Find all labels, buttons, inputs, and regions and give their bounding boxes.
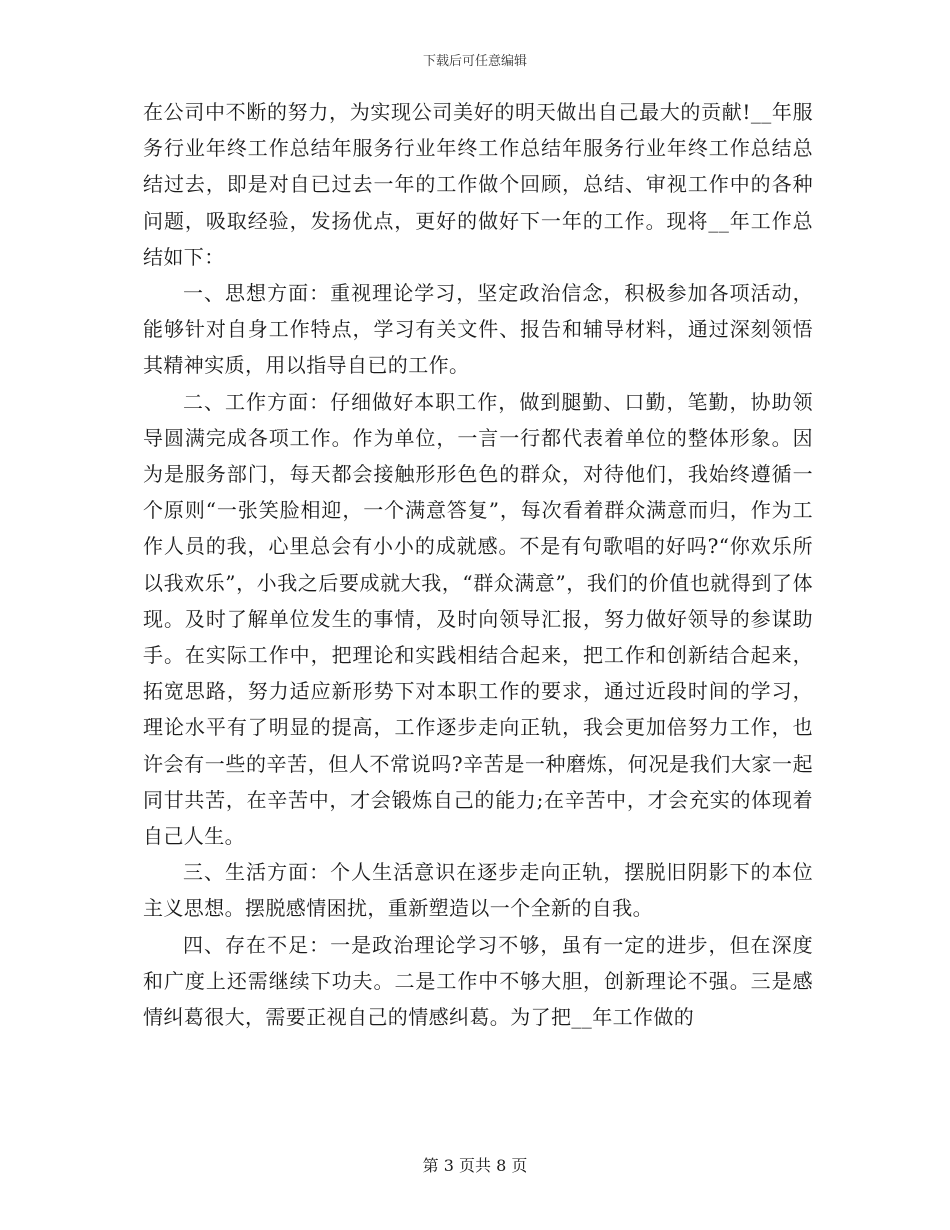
paragraph-work: 二、工作方面：仔细做好本职工作，做到腿勤、口勤，笔勤，协助领导圆满完成各项工作。作为单位，一言一行都代表着单位的整体形象。因为是服务部门，每天都会接触形形色色的群众，对待他们，我始终遵循一个原则“一张笑脸相迎，一个满意答复”，每次看着群众满意而归，作为工作人员的我，心里总会有小小的成就感。不是有句歌唱的好吗?“你欢乐所以我欢乐”，小我之后要成就大我，“群众满意”，我们的价值也就得到了体现。及时了解单位发生的事情，及时向领导汇报，努力做好领导的参谋助手。在实际工作中，把理论和实践相结合起来，把工作和创新结合起来，拓宽思路，努力适应新形势下对本职工作的要求，通过近段时间的学习，理论水平有了明显的提高，工作逐步走向正轨，我会更加倍努力工作，也许会有一些的辛苦，但人不常说吗?辛苦是一种磨炼，何况是我们大家一起同甘共苦，在辛苦中，才会锻炼自己的能力;在辛苦中，才会充实的体现着自己人生。	[143, 389, 813, 849]
document-body	[143, 94, 813, 1035]
page-number: 第 3 页共 8 页	[422, 1156, 528, 1175]
page-header: 下载后可任意编辑	[422, 54, 527, 69]
paragraph-thought: 一、思想方面：重视理论学习，坚定政治信念，积极参加各项活动，能够针对自身工作特点，学习有关文件、报告和辅导材料，通过深刻领悟其精神实质，用以指导自已的工作。	[143, 281, 813, 378]
paragraph-intro: 在公司中不断的努力，为实现公司美好的明天做出自己最大的贡献!__年服务行业年终工作总结年服务行业年终工作总结年服务行业年终工作总结总结过去，即是对自已过去一年的工作做个回顾，总结、审视工作中的各种问题，吸取经验，发扬优点，更好的做好下一年的工作。现将__年工作总结如下：	[143, 100, 813, 269]
paragraph-life: 三、生活方面：个人生活意识在逐步走向正轨，摆脱旧阴影下的本位主义思想。摆脱感情困扰，重新塑造以一个全新的自我。	[143, 860, 813, 921]
paragraph-shortcomings: 四、存在不足：一是政治理论学习不够，虽有一定的进步，但在深度和广度上还需继续下功夫。二是工作中不够大胆，创新理论不强。三是感情纠葛很大，需要正视自己的情感纠葛。为了把__年工作做的	[143, 932, 813, 1030]
